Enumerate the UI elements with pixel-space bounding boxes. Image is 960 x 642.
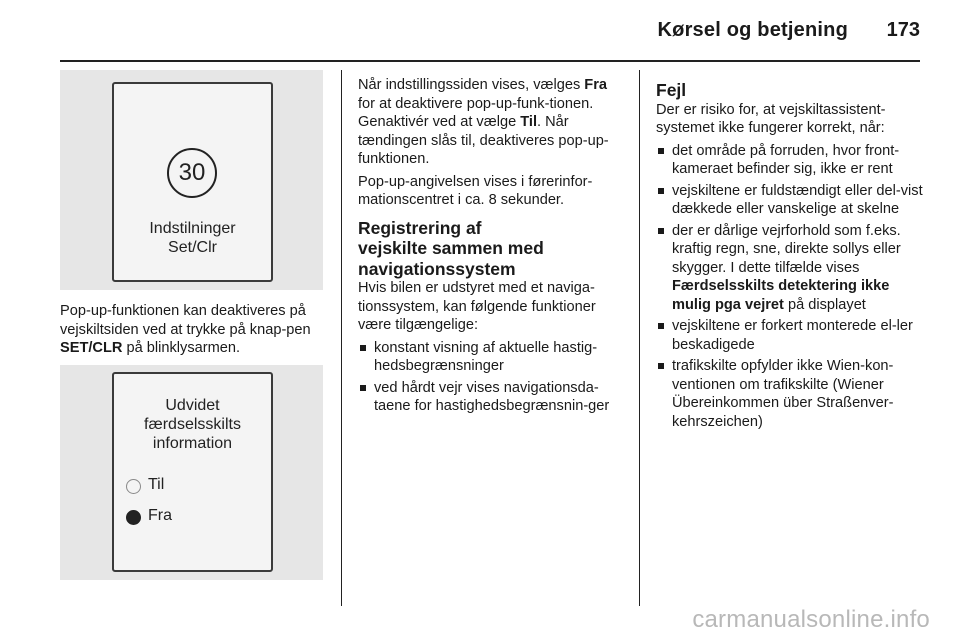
radio-til-icon (126, 479, 141, 494)
col3-bullet-3-bold-message: Færdselsskilts detektering ikke mulig pga vejret (672, 278, 890, 313)
list-item (656, 317, 924, 354)
col2-content (358, 76, 626, 416)
settings-label-line2: Set/Clr (168, 239, 217, 256)
settings-title (114, 396, 271, 453)
figure-traffic-sign-settings (60, 365, 323, 580)
option-fra-label: Fra (148, 507, 172, 524)
option-til-label: Til (148, 476, 165, 493)
bullet-square-icon (658, 323, 664, 329)
column-divider-1 (341, 70, 342, 606)
column-divider-2 (639, 70, 640, 606)
col3-bullet-5-text: trafikskilte opfylder ikke Wien-kon-ventionen om trafikskilte (Wiener Übereinkommen über Straßenver-kehrszeichen) (672, 358, 894, 430)
page-header (0, 0, 960, 60)
col3-bullet-2-text: vejskiltene er fuldstændigt eller del-vist dækkede eller vanskelige at skelne (672, 182, 923, 217)
col3-bullet-3-text-1: der er dårlige vejrforhold som f.eks. kraftig regn, sne, direkte sollys eller skygger. I dette tilfælde vises (672, 222, 901, 276)
col2-p1-text-2: for at deaktivere pop-up-funk-tionen. Genaktivér ved at vælge (358, 95, 594, 130)
col3-bullet-1-text: det område på forruden, hvor front-kameraet befinder sig, ikke er rent (672, 142, 900, 177)
list-item (656, 222, 924, 315)
display-panel (112, 82, 273, 282)
col3-bullet-list (656, 142, 924, 432)
radio-fra-icon (126, 510, 141, 525)
col2-p1-bold-fra: Fra (584, 77, 608, 93)
bullet-square-icon (360, 385, 366, 391)
page-number: 173 (886, 19, 920, 41)
settings-title-line1: Udvidet (165, 397, 220, 414)
settings-label-line1: Indstilninger (149, 220, 236, 237)
settings-title-line3: information (152, 435, 233, 452)
col2-bullet-2-text: ved hårdt vejr vises navigationsda-taene for hastighedsbegrænsnin-ger (374, 379, 610, 414)
bullet-square-icon (658, 188, 664, 194)
col2-paragraph-3: Hvis bilen er udstyret med et naviga-tionssystem, kan følgende funktioner være tilgængelige: (358, 280, 596, 333)
list-item (656, 182, 924, 219)
header-divider (60, 60, 920, 62)
col2-p1-text-3: . Når tændingen slås til, deaktiveres pop-up-funktionen. (358, 114, 609, 167)
col2-heading: Registrering af vejskilte sammen med navigationssystem (358, 217, 544, 279)
bullet-square-icon (658, 228, 664, 234)
col3-heading: Fejl (656, 80, 687, 100)
list-item (358, 379, 626, 416)
col1-paragraph (60, 302, 328, 358)
col2-paragraph-1 (358, 76, 626, 169)
col2-bullet-1-text: konstant visning af aktuelle hastig-hedsbegrænsninger (374, 339, 598, 374)
col2-paragraph-2: Pop-up-angivelsen vises i førerinfor-mationscentret i ca. 8 sekunder. (358, 173, 593, 208)
col1-bold-button-name: SET/CLR (60, 340, 123, 356)
col2-p1-bold-til: Til (520, 114, 537, 130)
speed-limit-sign-icon: 30 (167, 148, 217, 198)
col3-content (656, 80, 924, 431)
col2-bullet-list (358, 339, 626, 416)
list-item (656, 142, 924, 179)
settings-label (114, 219, 271, 257)
header-title: Kørsel og betjening (657, 19, 848, 41)
col2-p1-text-1: Når indstillingssiden vises, vælges (358, 77, 585, 93)
settings-panel (112, 372, 273, 572)
list-item (656, 357, 924, 431)
col3-bullet-3-text-2: på displayet (783, 296, 866, 313)
col1-text-2: på blinklysarmen. (122, 340, 241, 356)
bullet-square-icon (658, 363, 664, 369)
figure-speed-limit-display (60, 70, 323, 290)
list-item (358, 339, 626, 376)
bullet-square-icon (658, 148, 664, 154)
col1-text-1: Pop-up-funktionen kan deaktiveres på vejskiltsiden ved at trykke på knap-pen (60, 303, 311, 338)
bullet-square-icon (360, 345, 366, 351)
watermark: carmanualsonline.info (692, 606, 930, 633)
col3-intro: Der er risiko for, at vejskiltassistent-systemet ikke fungerer korrekt, når: (656, 101, 886, 136)
col3-bullet-4-text: vejskiltene er forkert monterede el-ler beskadigede (672, 318, 913, 353)
settings-title-line2: færdselsskilts (144, 416, 241, 433)
